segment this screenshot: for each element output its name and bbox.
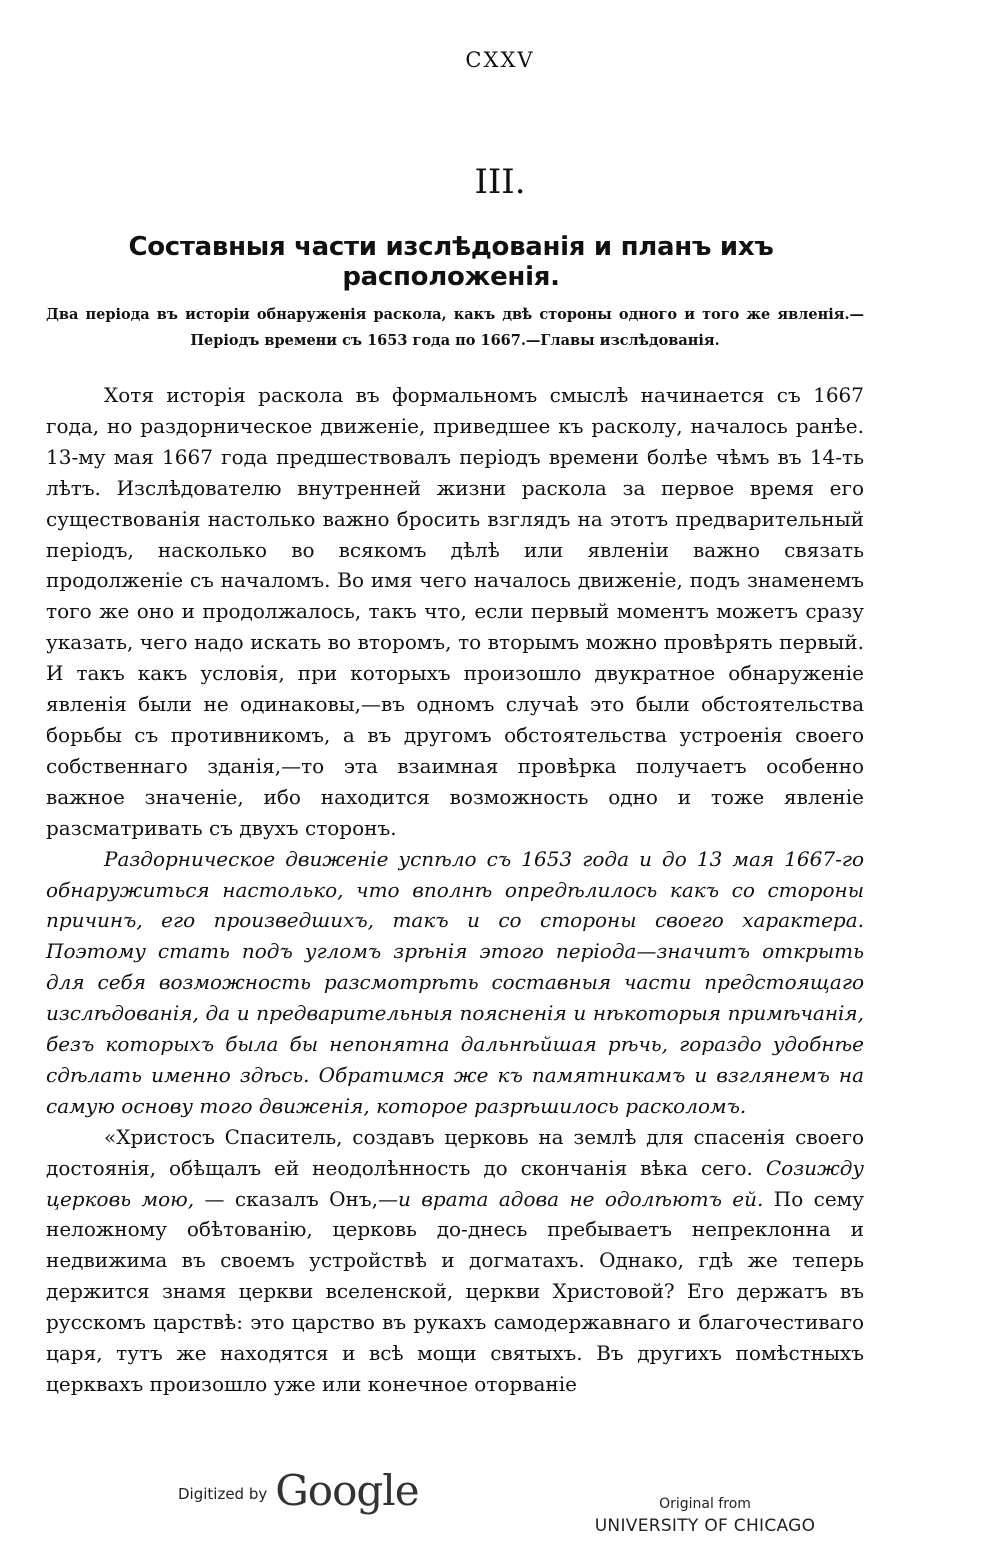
page-number: CXXV bbox=[465, 48, 535, 72]
paragraph-3-quote-2: и врата адова не одолѣютъ ей. bbox=[397, 1186, 764, 1211]
university-label: UNIVERSITY OF CHICAGO bbox=[594, 1516, 816, 1536]
chapter-number: III. bbox=[474, 162, 526, 202]
paragraph-3 bbox=[46, 1122, 864, 1400]
paragraph-3-text-c: По сему неложному обѣтованію, церковь до-днесь пребываетъ непреклонна и недвижима въ своемъ устройствѣ и догматахъ. Однако, гдѣ же теперь держится знамя церкви вселенской, церкви Христовой? Его держатъ въ русскомъ царствѣ: это царство въ рукахъ самодержавнаго и благочестиваго царя, тутъ же находятся и всѣ мощи святыхъ. Въ другихъ помѣстныхъ церквахъ произошло уже или конечное оторваніе bbox=[46, 1186, 864, 1396]
paragraph-3-text-a: «Христосъ Спаситель, создавъ церковь на землѣ для спасенія своего достоянія, обѣщалъ ей неодолѣнность до скончанія вѣка сего. bbox=[46, 1124, 864, 1180]
paragraph-3-text-b: — сказалъ Онъ,— bbox=[194, 1186, 398, 1211]
original-from-label: Original from bbox=[659, 1496, 751, 1512]
google-logo: Google bbox=[275, 1466, 419, 1515]
chapter-summary: Два періода въ исторіи обнаруженія раскола, какъ двѣ стороны одного и того же явленія.—Періодъ времени съ 1653 года по 1667.—Главы изслѣдованія. bbox=[46, 306, 864, 349]
digitized-by-watermark bbox=[178, 1455, 419, 1515]
paragraph-1: Хотя исторія раскола въ формальномъ смыслѣ начинается съ 1667 года, но раздорническое движеніе, приведшее къ расколу, началось ранѣе. 13-му мая 1667 года предшествовалъ періодъ времени болѣе чѣмъ въ 14-ть лѣтъ. Изслѣдователю внутренней жизни раскола за первое время его существованія настолько важно бросить взглядъ на этотъ предварительный періодъ, насколько во всякомъ дѣлѣ или явленіи важно связать продолженіе съ началомъ. Во имя чего началось движеніе, подъ знаменемъ того же оно и продолжалось, такъ что, если первый моментъ можетъ сразу указать, чего надо искать во второмъ, то вторымъ можно провѣрять первый. И такъ какъ условія, при которыхъ произошло двукратное обнаруженіе явленія были не одинаковы,—въ одномъ случаѣ это были обстоятельства борьбы съ противникомъ, а въ другомъ обстоятельства устроенія своего собственнаго зданія,—то эта взаимная провѣрка получаетъ особенно важное значеніе, ибо находится возможность одно и тоже явленіе разсматривать съ двухъ сторонъ. bbox=[46, 383, 864, 840]
paragraph-2: Раздорническое движеніе успѣло съ 1653 года и до 13 мая 1667-го обнаружиться настолько, что вполнѣ опредѣлилось какъ со стороны причинъ, его произведшихъ, такъ и со стороны своего характера. Поэтому стать подъ угломъ зрѣнія этого періода—значитъ открыть для себя возможность разсмотрѣть составныя части предстоящаго изслѣдованія, да и предварительныя поясненія и нѣкоторыя примѣчанія, безъ которыхъ была бы непонятна дальнѣйшая рѣчь, гораздо удобнѣе сдѣлать именно здѣсь. Обратимся же къ памятникамъ и взглянемъ на самую основу того движенія, которое разрѣшилось расколомъ. bbox=[46, 846, 864, 1118]
paragraph-3-quote-1: Созижду церковь мою, bbox=[46, 1155, 864, 1211]
original-source-watermark bbox=[560, 1494, 850, 1538]
digitized-by-label: Digitized by bbox=[178, 1485, 268, 1503]
body-text bbox=[46, 380, 864, 1400]
chapter-title: Составныя части изслѣдованія и планъ ихъ расположенія. bbox=[128, 232, 774, 292]
